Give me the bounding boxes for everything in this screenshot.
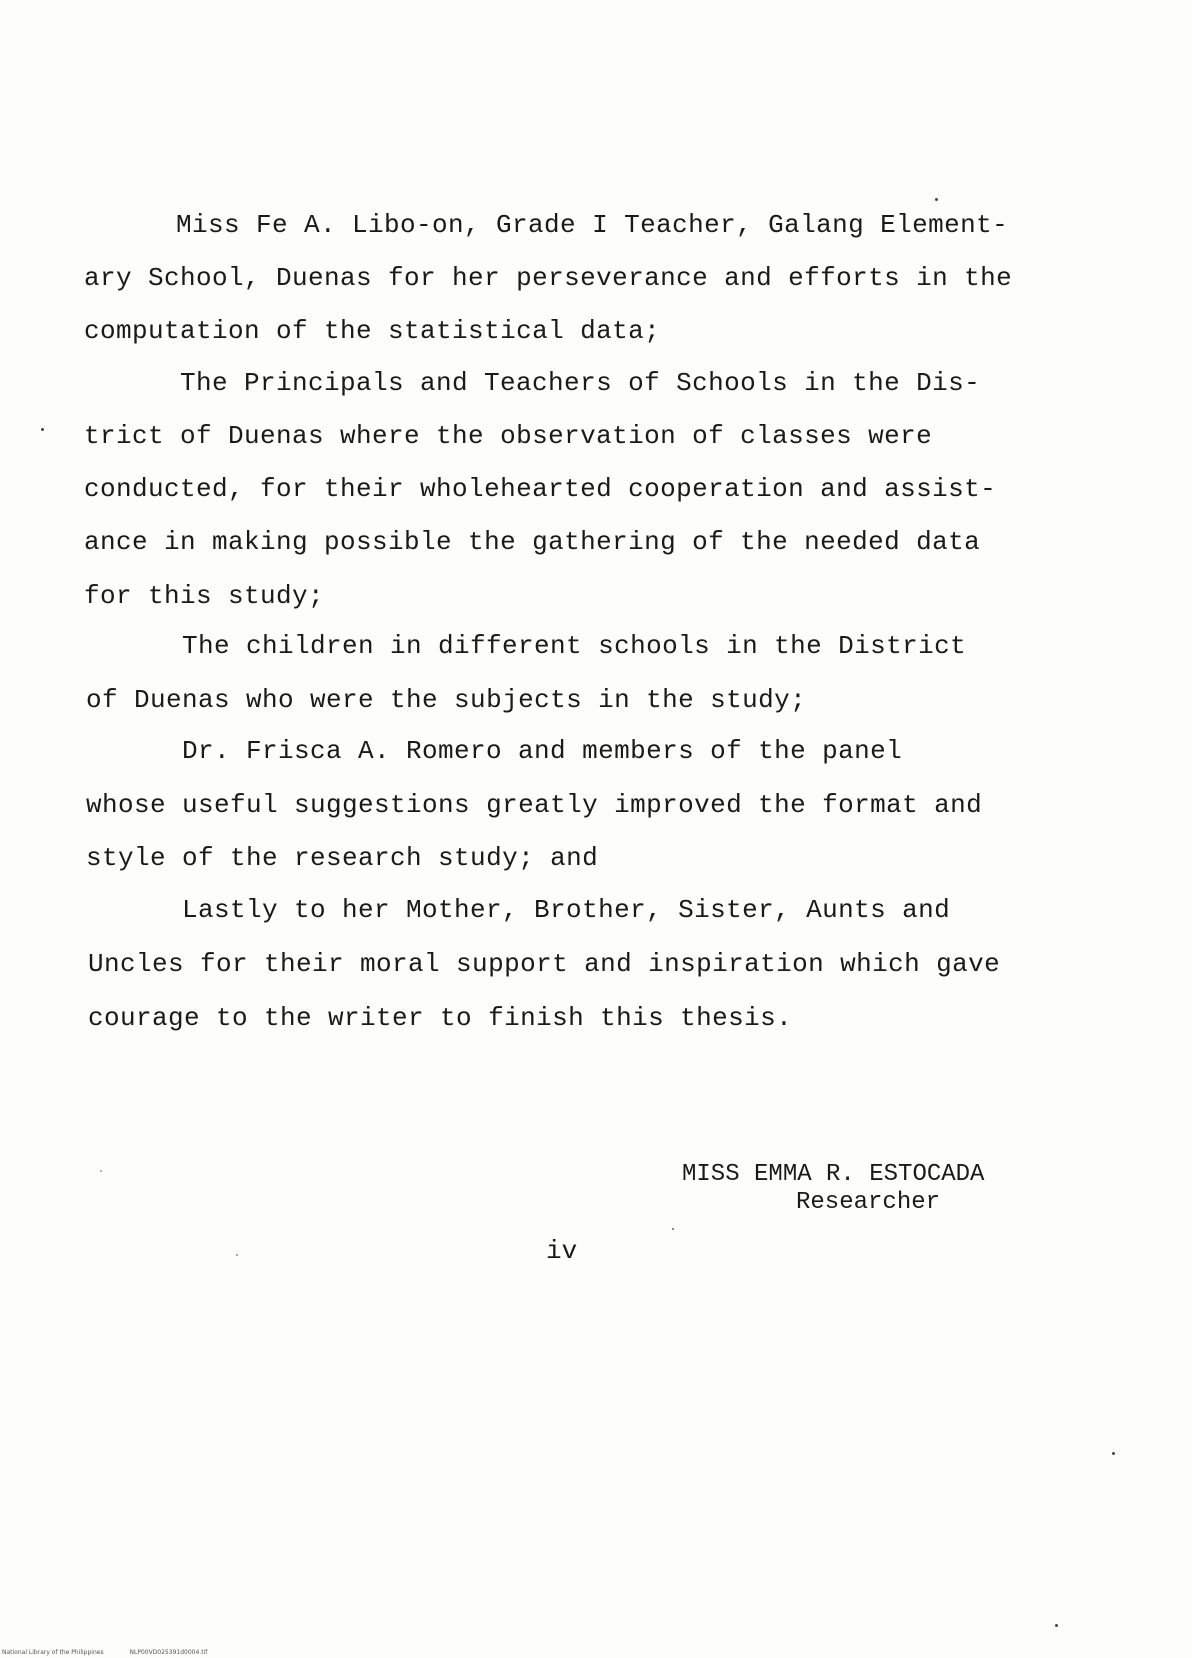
scan-speck — [236, 1254, 238, 1256]
scan-footer — [2, 1649, 231, 1656]
paragraph-1-line-2: ary School, Duenas for her perseverance and efforts in the — [84, 263, 1013, 293]
paragraph-2-line-3: conducted, for their wholehearted cooperation and assist- — [84, 474, 997, 504]
paragraph-4-line-2: whose useful suggestions greatly improved the format and — [86, 790, 983, 820]
signature-name: MISS EMMA R. ESTOCADA — [682, 1161, 985, 1188]
footer-library: National Library of the Philippines — [2, 1649, 104, 1656]
paragraph-2-line-1: The Principals and Teachers of Schools in the Dis- — [180, 368, 981, 398]
paragraph-5-line-2: Uncles for their moral support and inspiration which gave — [88, 949, 1001, 979]
footer-file: NLP00VD025391d0004.tif — [129, 1649, 208, 1656]
scan-speck — [672, 1228, 674, 1230]
paragraph-1-line-1: Miss Fe A. Libo-on, Grade I Teacher, Galang Element- — [176, 210, 1009, 240]
scan-speck — [935, 198, 938, 201]
page-number: iv — [546, 1236, 578, 1266]
scan-speck — [1055, 1624, 1058, 1627]
paragraph-2-line-4: ance in making possible the gathering of the needed data — [84, 527, 981, 557]
paragraph-4-line-3: style of the research study; and — [86, 843, 599, 873]
paragraph-2-line-5: for this study; — [84, 581, 325, 611]
paragraph-3-line-1: The children in different schools in the District — [182, 631, 967, 661]
scan-speck — [41, 428, 44, 431]
paragraph-4-line-1: Dr. Frisca A. Romero and members of the panel — [182, 736, 903, 766]
scan-speck — [100, 1170, 102, 1172]
paragraph-5-line-3: courage to the writer to finish this thesis. — [88, 1003, 793, 1033]
paragraph-5-line-1: Lastly to her Mother, Brother, Sister, Aunts and — [182, 895, 951, 925]
paragraph-2-line-2: trict of Duenas where the observation of classes were — [84, 421, 933, 451]
paragraph-3-line-2: of Duenas who were the subjects in the study; — [86, 685, 807, 715]
paragraph-1-line-3: computation of the statistical data; — [84, 316, 661, 346]
signature-title: Researcher — [796, 1189, 941, 1216]
scan-speck — [1112, 1452, 1115, 1455]
